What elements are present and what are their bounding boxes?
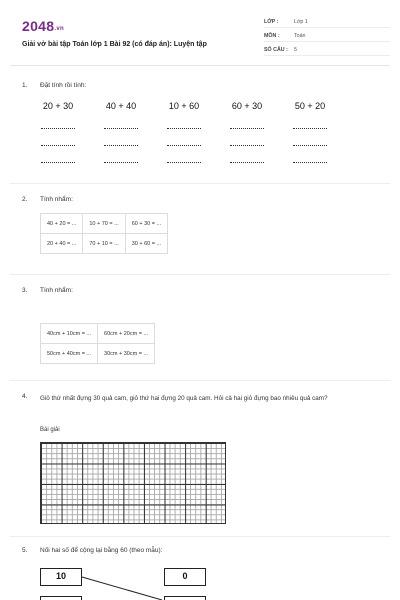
table-row xyxy=(41,214,168,234)
answer-line[interactable] xyxy=(167,162,201,163)
table-row xyxy=(41,324,155,344)
logo-suffix: .vn xyxy=(54,26,64,32)
table-row xyxy=(41,234,168,254)
question-number: 3. xyxy=(22,287,28,294)
question-3-heading xyxy=(22,287,73,294)
question-1-heading xyxy=(22,82,86,89)
answer-grid[interactable] xyxy=(40,442,226,524)
section-divider xyxy=(10,274,390,275)
table-cell: 30 + 60 = ... xyxy=(125,234,167,254)
question-2-heading xyxy=(22,196,73,203)
answer-line[interactable] xyxy=(41,145,75,146)
question-number: 2. xyxy=(22,196,28,203)
table-cell: 30cm + 30cm = ... xyxy=(98,344,155,364)
number-box-left[interactable]: 10 xyxy=(40,568,82,586)
document-title: Giải vở bài tập Toán lớp 1 Bài 92 (có đáp án): Luyện tập xyxy=(22,41,207,48)
answer-line[interactable] xyxy=(230,128,264,129)
meta-row-class xyxy=(264,16,390,28)
number-box-left-2[interactable] xyxy=(40,596,82,600)
question-5-heading xyxy=(22,547,163,554)
question-number: 5. xyxy=(22,547,28,554)
question-instruction: Tính nhẩm: xyxy=(40,287,73,294)
number-box-right[interactable]: 0 xyxy=(164,568,206,586)
site-logo[interactable] xyxy=(22,18,64,34)
question-instruction: Tính nhẩm: xyxy=(40,196,73,203)
answer-line[interactable] xyxy=(104,145,138,146)
meta-label: LỚP : xyxy=(264,19,279,25)
question-number: 1. xyxy=(22,82,28,89)
answer-line[interactable] xyxy=(167,145,201,146)
logo-text: 2048 xyxy=(22,18,55,34)
solution-label: Bài giải xyxy=(40,427,60,433)
question-number: 4. xyxy=(22,393,28,400)
answer-line[interactable] xyxy=(41,128,75,129)
answer-line[interactable] xyxy=(167,128,201,129)
answer-line[interactable] xyxy=(41,162,75,163)
table-row xyxy=(41,344,155,364)
table-cell: 10 + 70 = ... xyxy=(83,214,125,234)
section-divider xyxy=(10,536,390,537)
meta-value: Lớp 1 xyxy=(294,19,308,25)
match-line xyxy=(82,577,162,600)
expression: 40 + 40 xyxy=(105,101,137,111)
table-cell: 40 + 20 = ... xyxy=(41,214,83,234)
question-instruction: Đặt tính rồi tính: xyxy=(40,82,87,89)
table-cell: 60 + 30 = ... xyxy=(125,214,167,234)
mental-math-table xyxy=(40,213,168,254)
number-box-right-2[interactable] xyxy=(164,596,206,600)
table-cell: 50cm + 40cm = ... xyxy=(41,344,98,364)
section-divider xyxy=(10,380,390,381)
expression: 20 + 30 xyxy=(42,101,74,111)
meta-value: 5 xyxy=(294,47,297,53)
answer-line[interactable] xyxy=(293,145,327,146)
table-cell: 60cm + 20cm = ... xyxy=(98,324,155,344)
section-divider xyxy=(10,183,390,184)
meta-row-count xyxy=(264,44,390,56)
expression: 50 + 20 xyxy=(294,101,326,111)
expression: 60 + 30 xyxy=(231,101,263,111)
worksheet-header xyxy=(10,8,390,66)
question-instruction: Nối hai số để cộng lại bằng 60 (theo mẫu): xyxy=(40,547,163,554)
expression: 10 + 60 xyxy=(168,101,200,111)
meta-label: MÔN : xyxy=(264,33,280,39)
meta-label: SỐ CÂU : xyxy=(264,47,288,53)
answer-line[interactable] xyxy=(293,128,327,129)
table-cell: 70 + 10 = ... xyxy=(83,234,125,254)
answer-line[interactable] xyxy=(230,145,264,146)
table-cell: 40cm + 10cm = ... xyxy=(41,324,98,344)
table-cell: 20 + 40 = ... xyxy=(41,234,83,254)
meta-row-subject xyxy=(264,30,390,42)
answer-line[interactable] xyxy=(230,162,264,163)
question-4-text: Giỏ thứ nhất đựng 30 quả cam, giỏ thứ hai đựng 20 quả cam. Hỏi cả hai giỏ đựng bao nhiêu quả cam? xyxy=(40,395,328,402)
answer-line[interactable] xyxy=(104,162,138,163)
length-math-table xyxy=(40,323,155,364)
meta-value: Toán xyxy=(294,33,306,39)
answer-line[interactable] xyxy=(104,128,138,129)
answer-line[interactable] xyxy=(293,162,327,163)
